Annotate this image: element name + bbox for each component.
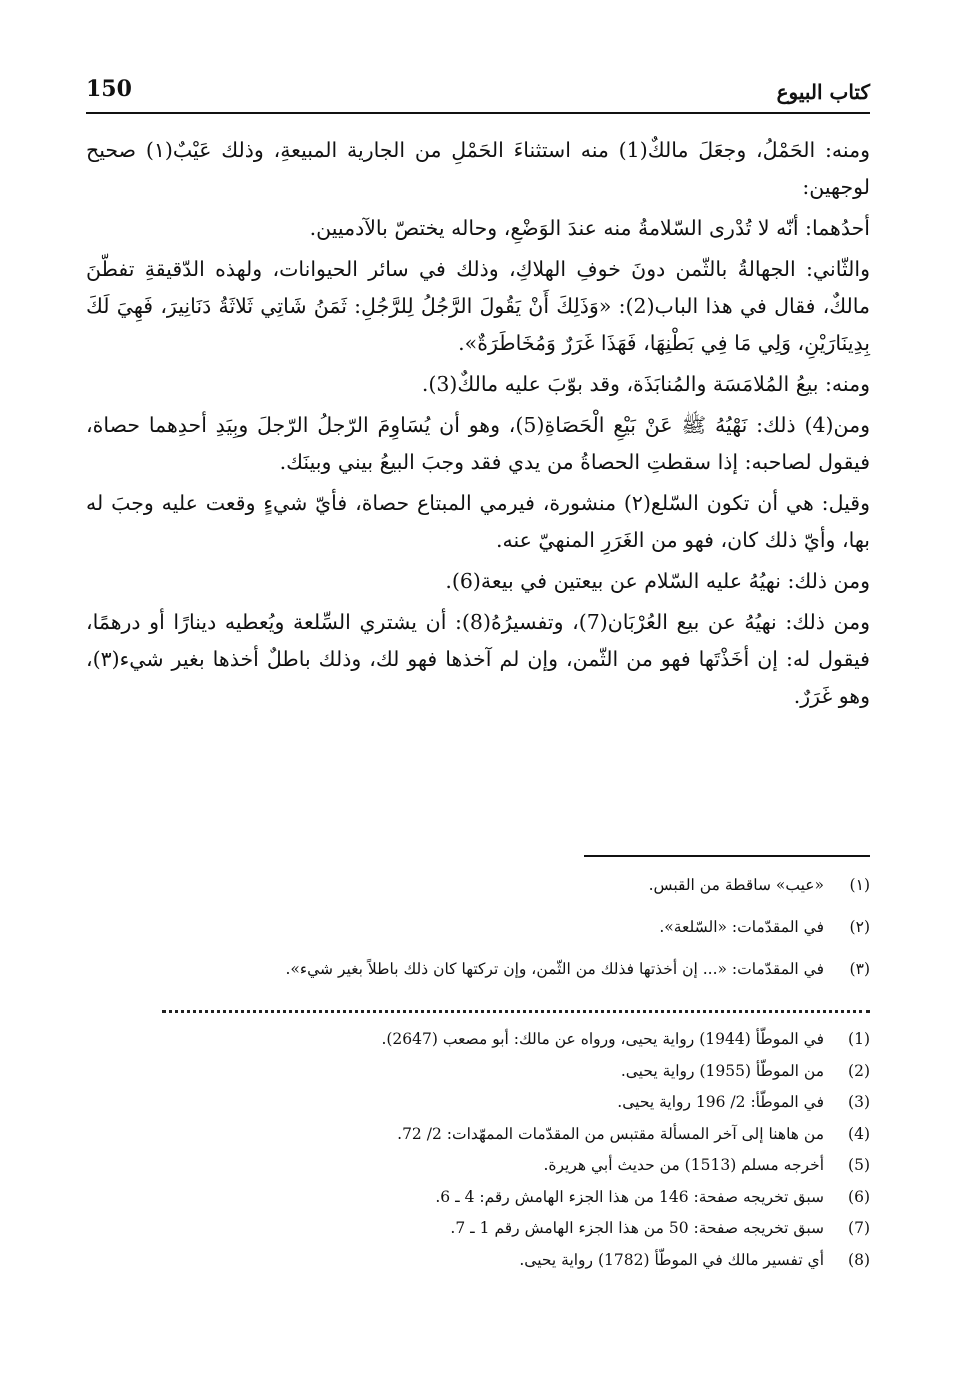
footnote-number: (١) bbox=[849, 876, 870, 894]
page-number: 150 bbox=[86, 76, 132, 102]
paragraph: والثّاني: الجهالةُ بالثّمن دونَ خوفِ الهلاكِ، وذلك في سائر الحيوانات، ولهذه الدّقيقةِ تفطّنَ مالكٌ، فقال في هذا الباب(2): «وَذَلِكَ أَنْ يَقُولَ الرَّجُلُ لِلرَّجُلِ: ثَمَنُ شَاتِي ثَلاثَةُ دَنَانِيرَ، فَهِيَ لَكَ بِدِينَارَيْنِ، وَلِي مَا فِي بَطْنِهَا، فَهَذَا غَرَرٌ وَمُخَاطَرَةٌ». bbox=[86, 257, 870, 355]
footnote-text: في الموطّأ (1944) رواية يحيى، ورواه عن مالك: أبو مصعب (2647). bbox=[381, 1030, 824, 1048]
paragraph: أحدُهما: أنّه لا تُدْرى السّلامةُ منه عندَ الوَضْعِ، وحاله يختصّ بالآدميين. bbox=[309, 216, 870, 240]
footnote-text: في الموطّأ: 2/ 196 رواية يحيى. bbox=[617, 1093, 824, 1111]
footnote-number: (7) bbox=[848, 1219, 870, 1237]
footnote-text: في المقدّمات: «... إن أخذتها فذلك من الثّمن، وإن تركتها كان ذلك باطلاً بغير شيء». bbox=[285, 960, 824, 978]
editor-footnotes bbox=[120, 1024, 870, 1276]
footnote bbox=[120, 1087, 870, 1119]
footnote-divider bbox=[584, 855, 870, 857]
footnote bbox=[120, 864, 870, 906]
footnote-number: (5) bbox=[848, 1156, 870, 1174]
footnote bbox=[120, 906, 870, 948]
footnote bbox=[120, 1182, 870, 1214]
footnote-text: من الموطّأ (1955) رواية يحيى. bbox=[620, 1061, 824, 1080]
footnote-number: (1) bbox=[848, 1030, 870, 1048]
footnote bbox=[120, 1245, 870, 1277]
paragraph: وقيل: هي أن تكون السّلع(٢) منشورة، فيرمي المبتاع حصاة، فأيّ شيءٍ وقعت عليه وجبَ له بها، وأيّ ذلك كان، فهو من الغَرَرِ المنهيّ عنه. bbox=[86, 491, 870, 552]
footnote-number: (٢) bbox=[849, 918, 870, 936]
paragraph: ومن ذلك: نهيُهُ عليه السّلام عن بيعتين في بيعة(6). bbox=[445, 569, 870, 593]
footnote-text: أي تفسير مالك في الموطّأ (1782) رواية يحيى. bbox=[519, 1250, 824, 1269]
paragraph: ومنه: الحَمْلُ، وجعَلَ مالكٌ(1) منه استثناءَ الحَمْلِ من الجارية المبيعةِ، وذلك عَيْبٌ(١) صحيح لوجهين: bbox=[86, 138, 870, 199]
dotted-divider bbox=[162, 1010, 870, 1013]
footnote-number: (6) bbox=[848, 1187, 870, 1206]
footnote bbox=[120, 1119, 870, 1151]
original-footnotes bbox=[120, 864, 870, 990]
footnote-number: (4) bbox=[848, 1124, 870, 1143]
footnote bbox=[120, 1150, 870, 1182]
paragraph: ومن ذلك: نهيُهُ عن بيع العُرْبَان(7)، وتفسيرُهُ(8): أن يشتري السِّلعة ويُعطيه دينارًا أو درهمًا، فيقول له: إن أخَذْتَها فهو من الثّمن، وإن لم آخذها فهو لك، وذلك باطلٌ أخذها بغير شيء(٣)، وهو غَرَرٌ. bbox=[86, 610, 870, 708]
footnote-text: أخرجه مسلم (1513) من حديث أبي هريرة. bbox=[543, 1156, 824, 1174]
footnote-number: (3) bbox=[848, 1093, 870, 1111]
footnote bbox=[120, 1024, 870, 1056]
footnote bbox=[120, 1213, 870, 1245]
footnote-text: «عيب» ساقطة من القبس. bbox=[648, 876, 824, 894]
footnote-text: من هاهنا إلى آخر المسألة مقتبس من المقدّمات الممهّدات: 2/ 72. bbox=[397, 1124, 824, 1143]
book-title: كتاب البيوع bbox=[776, 80, 870, 104]
footnote-number: (٣) bbox=[849, 960, 870, 978]
footnote-number: (2) bbox=[848, 1061, 870, 1080]
footnote-text: سبق تخريجه صفحة: 50 من هذا الجزء الهامش رقم 1 ـ 7. bbox=[450, 1219, 824, 1237]
page-header bbox=[86, 74, 870, 114]
footnote-text: سبق تخريجه صفحة: 146 من هذا الجزء الهامش رقم: 4 ـ 6. bbox=[435, 1187, 824, 1206]
paragraph: ومنه: بيعُ المُلامَسَة والمُنابَذَة، وقد بوّبَ عليه مالكٌ(3). bbox=[421, 372, 870, 396]
footnote bbox=[120, 1056, 870, 1088]
footnote bbox=[120, 948, 870, 990]
footnote-text: في المقدّمات: «السّلعة». bbox=[659, 918, 824, 936]
paragraph: ومن(4) ذلك: نَهْيُهُ ﷺ عَنْ بَيْعِ الْحَصَاةِ(5)، وهو أن يُسَاوِمَ الرّجلُ الرّجلَ وبِيَدِ أحدِهما حصاة، فيقول لصاحبه: إذا سقطتِ الحصاةُ من يدي فقد وجبَ البيعُ بيني وبينَك. bbox=[86, 413, 871, 474]
footnote-number: (8) bbox=[848, 1250, 870, 1269]
main-text bbox=[86, 132, 870, 719]
